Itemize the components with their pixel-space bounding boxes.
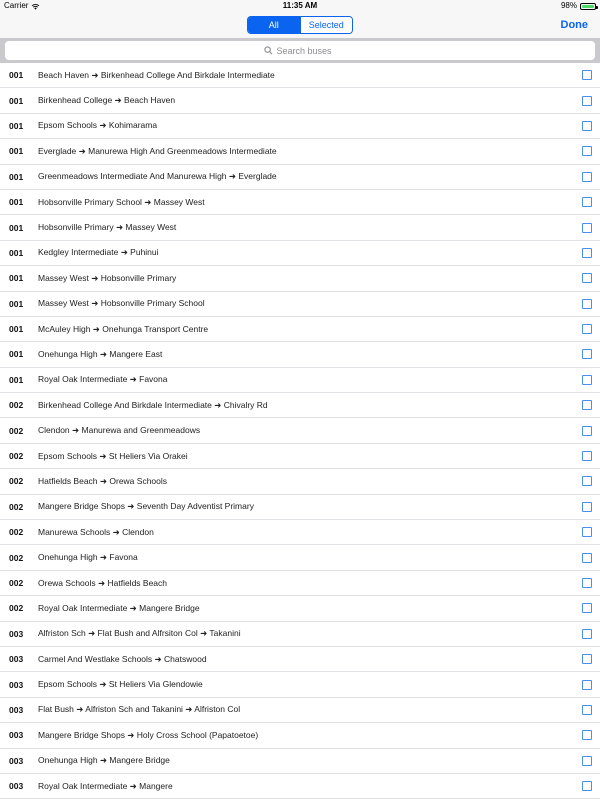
- route-name: Clendon ➜ Manurewa and Greenmeadows: [38, 425, 201, 436]
- route-checkbox[interactable]: [582, 172, 592, 182]
- route-checkbox[interactable]: [582, 273, 592, 283]
- route-name: Mangere Bridge Shops ➜ Seventh Day Adventist Primary: [38, 501, 254, 512]
- route-checkbox[interactable]: [582, 223, 592, 233]
- route-checkbox[interactable]: [582, 629, 592, 639]
- route-row[interactable]: [0, 215, 600, 240]
- route-checkbox[interactable]: [582, 299, 592, 309]
- route-code: 002: [9, 451, 24, 462]
- route-row[interactable]: [0, 190, 600, 215]
- route-name: Hatfields Beach ➜ Orewa Schools: [38, 475, 168, 486]
- route-name: Massey West ➜ Hobsonville Primary: [38, 272, 177, 283]
- route-row[interactable]: [0, 368, 600, 393]
- route-name: Birkenhead College And Birkdale Intermediate ➜ Chivalry Rd: [38, 399, 268, 410]
- route-name: Epsom Schools ➜ St Heliers Via Orakei: [38, 450, 188, 461]
- route-name: Epsom Schools ➜ St Heliers Via Glendowie: [38, 679, 203, 690]
- search-field[interactable]: [5, 41, 595, 60]
- route-code: 003: [9, 704, 24, 715]
- route-code: 001: [9, 222, 24, 233]
- route-checkbox[interactable]: [582, 502, 592, 512]
- route-name: McAuley High ➜ Onehunga Transport Centre: [38, 323, 209, 334]
- bus-route-list: [0, 63, 600, 799]
- route-name: Hobsonville Primary ➜ Massey West: [38, 222, 177, 233]
- route-name: Onehunga High ➜ Mangere Bridge: [38, 755, 170, 766]
- route-row[interactable]: [0, 342, 600, 367]
- route-name: Manurewa Schools ➜ Clendon: [38, 526, 154, 537]
- route-code: 002: [9, 552, 24, 563]
- route-row[interactable]: [0, 698, 600, 723]
- route-checkbox[interactable]: [582, 324, 592, 334]
- route-checkbox[interactable]: [582, 121, 592, 131]
- route-row[interactable]: [0, 317, 600, 342]
- route-code: 003: [9, 730, 24, 741]
- route-name: Birkenhead College ➜ Beach Haven: [38, 95, 176, 106]
- route-checkbox[interactable]: [582, 70, 592, 80]
- route-code: 001: [9, 171, 24, 182]
- route-code: 003: [9, 679, 24, 690]
- route-checkbox[interactable]: [582, 426, 592, 436]
- route-row[interactable]: [0, 495, 600, 520]
- route-checkbox[interactable]: [582, 197, 592, 207]
- route-row[interactable]: [0, 545, 600, 570]
- route-code: 001: [9, 324, 24, 335]
- route-name: Alfriston Sch ➜ Flat Bush and Alfrsiton Col ➜ Takanini: [38, 628, 241, 639]
- route-row[interactable]: [0, 774, 600, 799]
- route-code: 002: [9, 603, 24, 614]
- route-name: Mangere Bridge Shops ➜ Holy Cross School (Papatoetoe): [38, 729, 259, 740]
- route-checkbox[interactable]: [582, 146, 592, 156]
- route-code: 002: [9, 425, 24, 436]
- route-code: 001: [9, 70, 24, 81]
- route-name: Carmel And Westlake Schools ➜ Chatswood: [38, 653, 207, 664]
- route-row[interactable]: [0, 165, 600, 190]
- route-row[interactable]: [0, 88, 600, 113]
- route-code: 001: [9, 298, 24, 309]
- route-code: 003: [9, 755, 24, 766]
- route-checkbox[interactable]: [582, 375, 592, 385]
- route-checkbox[interactable]: [582, 680, 592, 690]
- status-bar: [0, 0, 600, 12]
- route-name: Flat Bush ➜ Alfriston Sch and Takanini ➜ Alfriston Col: [38, 704, 241, 715]
- segment-selected[interactable]: Selected: [300, 17, 353, 33]
- route-code: 002: [9, 501, 24, 512]
- route-name: Orewa Schools ➜ Hatfields Beach: [38, 577, 168, 588]
- route-checkbox[interactable]: [582, 451, 592, 461]
- search-bar: [0, 38, 600, 63]
- route-code: 001: [9, 120, 24, 131]
- route-row[interactable]: [0, 444, 600, 469]
- route-name: Everglade ➜ Manurewa High And Greenmeadows Intermediate: [38, 145, 277, 156]
- route-checkbox[interactable]: [582, 781, 592, 791]
- route-row[interactable]: [0, 672, 600, 697]
- route-checkbox[interactable]: [582, 654, 592, 664]
- segmented-control: [247, 16, 353, 34]
- done-button[interactable]: Done: [560, 19, 588, 31]
- route-code: 001: [9, 273, 24, 284]
- route-code: 003: [9, 628, 24, 639]
- search-input[interactable]: [277, 46, 337, 56]
- route-checkbox[interactable]: [582, 248, 592, 258]
- battery-icon: [580, 3, 596, 10]
- route-row[interactable]: [0, 596, 600, 621]
- route-row[interactable]: [0, 520, 600, 545]
- route-code: 002: [9, 476, 24, 487]
- route-row[interactable]: [0, 139, 600, 164]
- route-name: Hobsonville Primary School ➜ Massey West: [38, 196, 205, 207]
- route-row[interactable]: [0, 63, 600, 88]
- route-code: 002: [9, 400, 24, 411]
- route-row[interactable]: [0, 241, 600, 266]
- route-code: 001: [9, 197, 24, 208]
- route-checkbox[interactable]: [582, 578, 592, 588]
- route-name: Onehunga High ➜ Mangere East: [38, 348, 163, 359]
- route-checkbox[interactable]: [582, 400, 592, 410]
- route-name: Beach Haven ➜ Birkenhead College And Birkdale Intermediate: [38, 69, 275, 80]
- route-name: Royal Oak Intermediate ➜ Mangere Bridge: [38, 602, 200, 613]
- route-row[interactable]: [0, 571, 600, 596]
- route-name: Onehunga High ➜ Favona: [38, 552, 138, 563]
- search-icon: [264, 46, 273, 55]
- route-code: 001: [9, 95, 24, 106]
- route-code: 001: [9, 146, 24, 157]
- battery-percent: 98%: [560, 1, 577, 10]
- route-row[interactable]: [0, 723, 600, 748]
- route-checkbox[interactable]: [582, 349, 592, 359]
- route-checkbox[interactable]: [582, 96, 592, 106]
- route-row[interactable]: [0, 749, 600, 774]
- route-checkbox[interactable]: [582, 476, 592, 486]
- route-checkbox[interactable]: [582, 553, 592, 563]
- route-code: 001: [9, 247, 24, 258]
- route-name: Greenmeadows Intermediate And Manurewa High ➜ Everglade: [38, 171, 277, 182]
- route-code: 002: [9, 527, 24, 538]
- route-row[interactable]: [0, 114, 600, 139]
- route-code: 002: [9, 578, 24, 588]
- route-row[interactable]: [0, 393, 600, 418]
- segment-all[interactable]: All: [248, 17, 300, 33]
- route-checkbox[interactable]: [582, 756, 592, 766]
- route-code: 003: [9, 654, 24, 665]
- route-checkbox[interactable]: [582, 730, 592, 740]
- carrier-label: Carrier: [4, 1, 29, 10]
- nav-bar: [0, 12, 600, 38]
- route-code: 003: [9, 781, 24, 792]
- battery-fill: [582, 5, 594, 8]
- route-row[interactable]: [0, 469, 600, 494]
- route-name: Epsom Schools ➜ Kohimarama: [38, 120, 158, 131]
- route-row[interactable]: [0, 418, 600, 443]
- route-checkbox[interactable]: [582, 705, 592, 715]
- route-row[interactable]: [0, 266, 600, 291]
- route-name: Massey West ➜ Hobsonville Primary School: [38, 298, 205, 309]
- route-checkbox[interactable]: [582, 603, 592, 613]
- route-code: 001: [9, 374, 24, 385]
- route-row[interactable]: [0, 622, 600, 647]
- route-code: 001: [9, 349, 24, 360]
- route-name: Royal Oak Intermediate ➜ Mangere: [38, 780, 173, 791]
- route-row[interactable]: [0, 647, 600, 672]
- route-name: Kedgley Intermediate ➜ Puhinui: [38, 247, 159, 258]
- status-right: [561, 0, 596, 12]
- status-time: 11:35 AM: [282, 1, 318, 10]
- route-name: Royal Oak Intermediate ➜ Favona: [38, 374, 168, 385]
- route-row[interactable]: [0, 292, 600, 317]
- route-checkbox[interactable]: [582, 527, 592, 537]
